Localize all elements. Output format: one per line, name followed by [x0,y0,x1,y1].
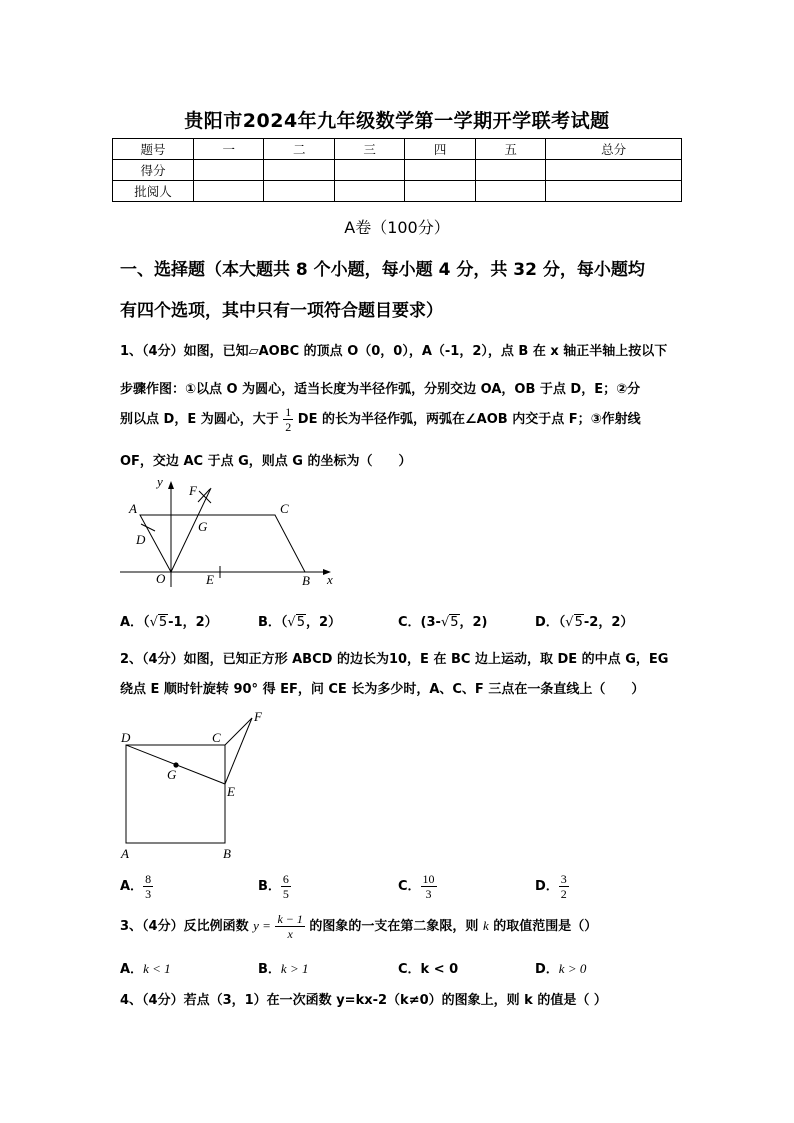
q1-label-x: x [327,572,333,587]
q3-func-num: k − 1 [277,912,303,926]
q2-option-b-label: B． [258,879,281,894]
q3-option-d-label: D． [535,962,559,977]
q1-label-g: G [198,519,208,534]
q1-label-a: A [129,501,137,516]
q2-option-a-den: 3 [145,887,152,901]
grader-cell [405,181,475,202]
q2-option-c-fraction [421,872,437,901]
q2-label-e: E [227,784,235,799]
q3-option-a-value: k < 1 [143,961,171,976]
q1-option-a-pre: A．（ [120,615,150,630]
q3-option-a-label: A． [120,962,144,977]
q1-parallelogram [140,515,305,572]
score-row [113,160,682,181]
q3-option-b-value: k > 1 [280,961,309,976]
q1-half-num: 1 [285,405,292,419]
q1-line2: 步骤作图：①以点 O 为圆心，适当长度为半径作弧，分别交边 OA，OB 于点 D，E；②分 [120,382,641,397]
q1-label-y: y [157,475,163,489]
q2-option-c-den: 3 [425,887,432,901]
grader-cell [194,181,264,202]
score-col-2: 二 [264,139,334,160]
q1-option-d-post: -2，2） [583,615,634,630]
score-col-4: 四 [405,139,475,160]
grader-row-label: 批阅人 [113,181,194,202]
q2-label-d: D [121,730,131,745]
q3-option-c[interactable] [398,958,458,977]
q3-option-a[interactable] [120,958,171,977]
score-table [112,138,682,202]
q2-option-d-label: D． [535,879,559,894]
q2-option-d[interactable] [535,872,569,901]
q2-option-a-num: 8 [145,872,152,886]
q1-half-fraction [283,405,293,434]
q2-option-a[interactable] [120,872,153,901]
q2-label-c: C [212,730,221,745]
q2-option-a-fraction [143,872,153,901]
q2-option-a-label: A． [120,879,144,894]
score-cell [264,160,334,181]
q2-option-d-num: 3 [560,872,567,886]
page-title: 贵阳市2024年九年级数学第一学期开学联考试题 [184,110,610,132]
q1-label-f: F [189,483,197,498]
q2-option-b[interactable] [258,872,291,901]
q1-option-b[interactable] [258,611,341,630]
q1-option-c-post: ，2) [459,615,488,630]
q2-line2: 绕点 E 顺时针旋转 90° 得 EF，问 CE 长为多少时，A、C、F 三点在一条直线上（ ） [120,682,645,697]
q2-option-c-num: 10 [422,872,435,886]
q1-line3-a: 别以点 D，E 为圆心，大于 [120,412,279,427]
q2-figure [115,705,275,865]
q1-line1: 1、（4分）如图，已知▱AOBC 的顶点 O（0，0），A（-1，2），点 B 在 x 轴正半轴上按以下 [120,344,668,359]
q3-line [120,912,680,941]
score-cell [194,160,264,181]
q2-line1: 2、（4分）如图，已知正方形 ABCD 的边长为10，E 在 BC 边上运动，取 DE 的中点 G，EG [120,652,669,667]
q2-label-a: A [121,846,129,861]
q3-option-d-value: k > 0 [558,961,587,976]
q1-label-b: B [302,573,310,588]
q3-func-den: x [287,927,293,941]
q1-y-arrow [168,481,174,489]
q1-option-c-pre: C．(3- [398,615,441,630]
q3-option-b-label: B． [258,962,281,977]
q3-suffix-k: k [482,918,489,933]
q3-func-y: y = [253,918,271,933]
q1-option-c-radical: √5 [440,615,459,630]
q1-option-b-pre: B．（ [258,615,288,630]
section-heading-line1: 一、选择题（本大题共 8 个小题，每小题 4 分，共 32 分，每小题均 [120,260,645,280]
score-table-header-row [113,139,682,160]
q3-suffix-b: 的取值范围是（） [493,919,598,934]
q2-segment-cf [225,718,252,745]
q1-line3-b: DE 的长为半径作弧，两弧在∠AOB 内交于点 F；③作射线 [297,412,641,427]
q1-option-a-post: -1，2） [168,615,218,630]
q3-function-fraction [275,912,304,941]
q2-label-b: B [223,846,231,861]
score-cell [475,160,545,181]
q1-option-d[interactable] [535,611,633,630]
q2-option-b-num: 6 [282,872,289,886]
q3-option-b[interactable] [258,958,308,977]
q2-option-c[interactable] [398,872,437,901]
q2-label-f: F [254,709,262,724]
q2-option-b-fraction [281,872,291,901]
score-cell [405,160,475,181]
q3-prefix: 3、（4分）反比例函数 [120,919,249,934]
grader-cell [546,181,682,202]
grader-cell [475,181,545,202]
q2-option-c-label: C． [398,879,421,894]
score-col-total: 总分 [546,139,682,160]
q1-option-b-radicand: 5 [296,615,305,630]
score-row-label: 得分 [113,160,194,181]
q1-option-d-pre: D．（ [535,615,566,630]
q1-option-c-radicand: 5 [450,615,459,630]
q3-option-c-value: k < 0 [420,962,459,977]
q2-option-b-den: 5 [282,887,289,901]
volume-heading: A卷（100分） [344,218,450,237]
q4-line1: 4、（4分）若点（3，1）在一次函数 y=kx-2（k≠0）的图象上，则 k 的值是（ ） [120,993,607,1008]
grader-cell [334,181,404,202]
q2-segment-ef [225,718,252,784]
score-col-1: 一 [194,139,264,160]
q1-half-den: 2 [285,420,292,434]
q1-label-e: E [206,572,214,587]
q3-option-d[interactable] [535,958,586,977]
score-col-3: 三 [334,139,404,160]
q1-figure [115,475,345,595]
q1-option-c[interactable] [398,611,488,630]
q1-label-d: D [136,532,146,547]
score-col-label: 题号 [113,139,194,160]
q1-option-d-radical: √5 [565,615,583,630]
q3-option-c-label: C． [398,962,421,977]
q2-label-g: G [167,767,177,782]
grader-cell [264,181,334,202]
q1-option-a-radicand: 5 [158,615,168,630]
q3-suffix-a: 的图象的一支在第二象限，则 [309,919,479,934]
q1-line3 [120,405,680,434]
q1-option-b-radical: √5 [287,615,305,630]
q1-option-a[interactable] [120,611,218,630]
q2-option-d-fraction [559,872,569,901]
score-cell [334,160,404,181]
q1-option-d-radicand: 5 [574,615,583,630]
q2-option-d-den: 2 [560,887,567,901]
score-cell [546,160,682,181]
q1-label-c: C [280,501,289,516]
score-col-5: 五 [475,139,545,160]
q2-square [126,745,225,843]
section-heading-line2: 有四个选项，其中只有一项符合题目要求） [120,301,443,321]
q1-line4: OF，交边 AC 于点 G，则点 G 的坐标为（ ） [120,454,412,469]
q1-option-b-post: ，2） [306,615,342,630]
q1-label-o: O [156,571,166,586]
q1-option-a-radical: √5 [149,615,168,630]
grader-row [113,181,682,202]
